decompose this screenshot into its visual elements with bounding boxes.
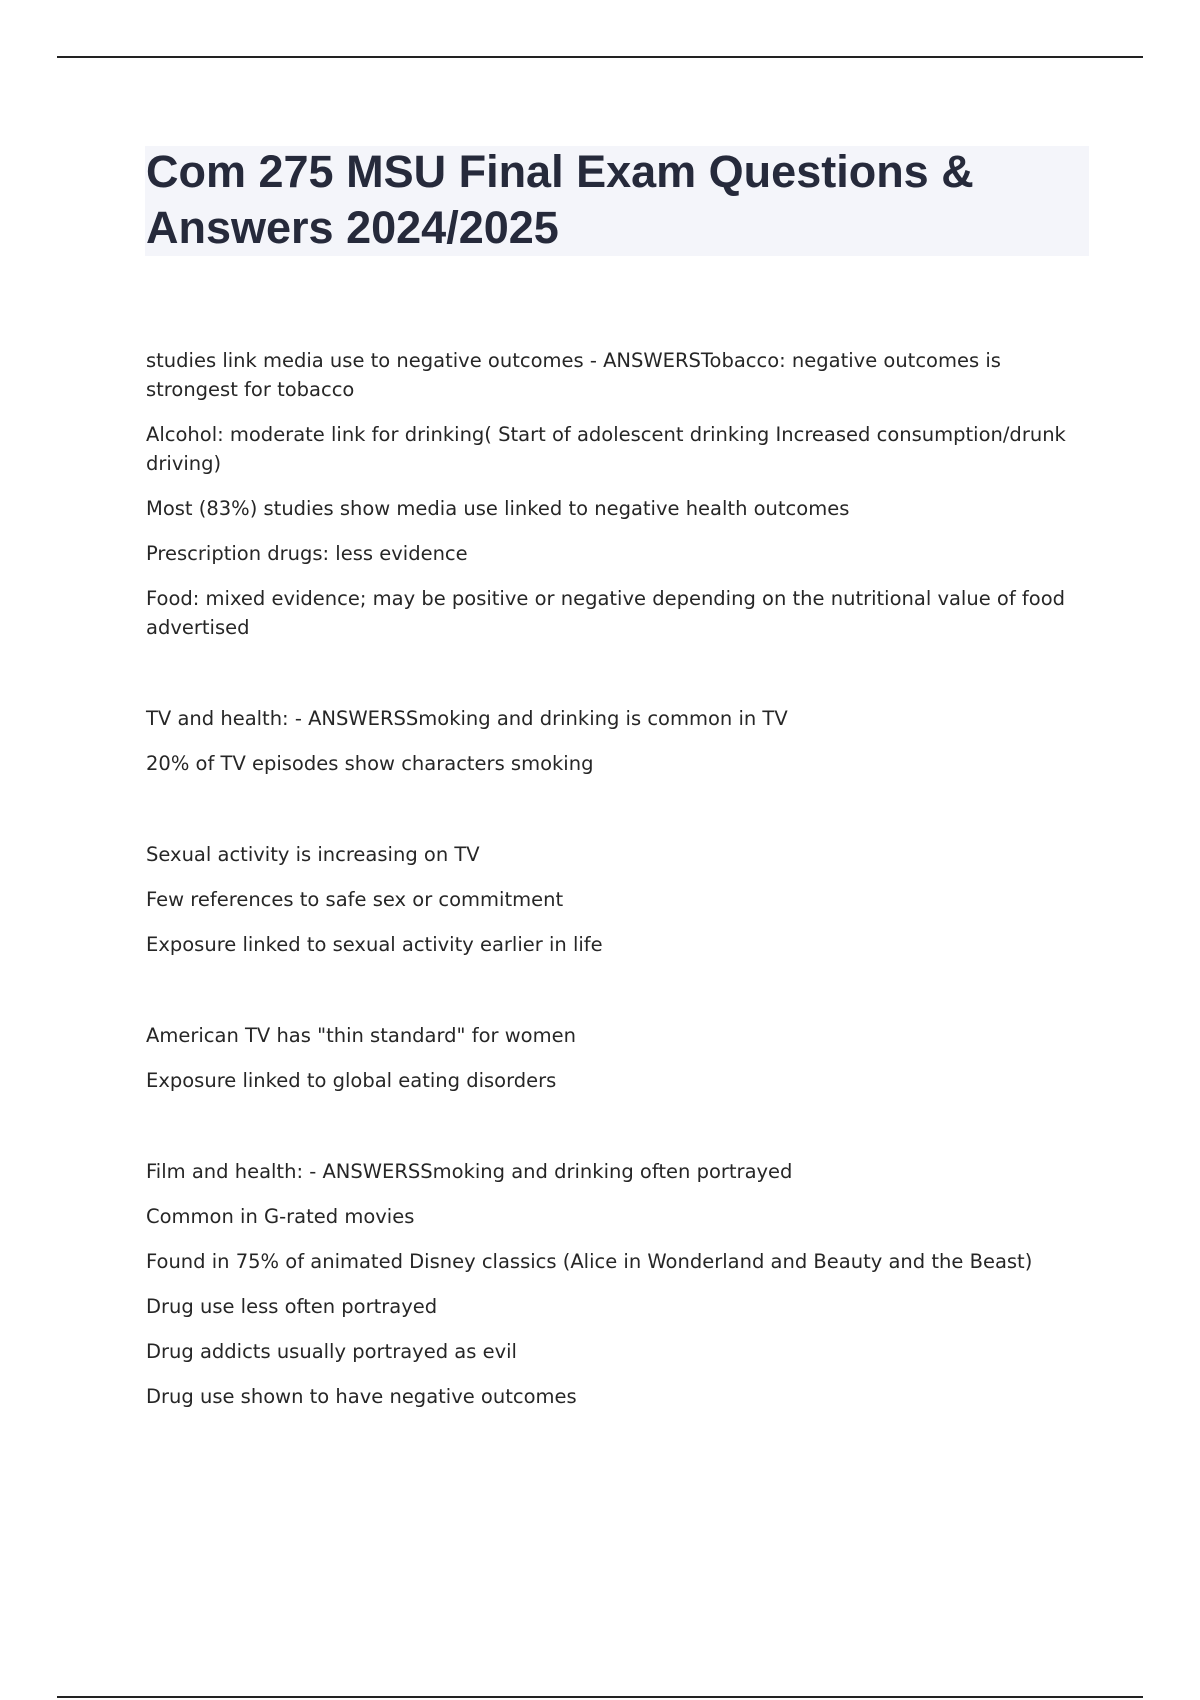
paragraph: Drug use shown to have negative outcomes [146,1385,577,1408]
paragraph: Few references to safe sex or commitment [146,888,564,911]
paragraph: Drug use less often portrayed [146,1295,438,1318]
document-body [146,346,1086,1427]
paragraph: 20% of TV episodes show characters smoking [146,752,594,775]
paragraph: Alcohol: moderate link for drinking( Start of adolescent drinking Increased consumption/drunk driving) [146,423,1066,475]
header-rule [57,56,1143,58]
paragraph: Found in 75% of animated Disney classics (Alice in Wonderland and Beauty and the Beast) [146,1250,1033,1273]
paragraph: studies link media use to negative outcomes - ANSWERSTobacco: negative outcomes is strongest for tobacco [146,349,1001,401]
footer-rule [57,1696,1143,1698]
paragraph: Exposure linked to sexual activity earlier in life [146,933,603,956]
paragraph: TV and health: - ANSWERSSmoking and drinking is common in TV [146,707,788,730]
paragraph: Most (83%) studies show media use linked to negative health outcomes [146,497,850,520]
paragraph: Prescription drugs: less evidence [146,542,468,565]
document-title: Com 275 MSU Final Exam Questions & Answers 2024/2025 [146,146,974,253]
paragraph: Common in G-rated movies [146,1205,415,1228]
paragraph: Sexual activity is increasing on TV [146,843,480,866]
paragraph: Food: mixed evidence; may be positive or negative depending on the nutritional value of food advertised [146,587,1066,639]
paragraph: Drug addicts usually portrayed as evil [146,1340,517,1363]
paragraph: Film and health: - ANSWERSSmoking and drinking often portrayed [146,1160,793,1183]
paragraph: American TV has "thin standard" for women [146,1024,576,1047]
paragraph: Exposure linked to global eating disorders [146,1069,557,1092]
